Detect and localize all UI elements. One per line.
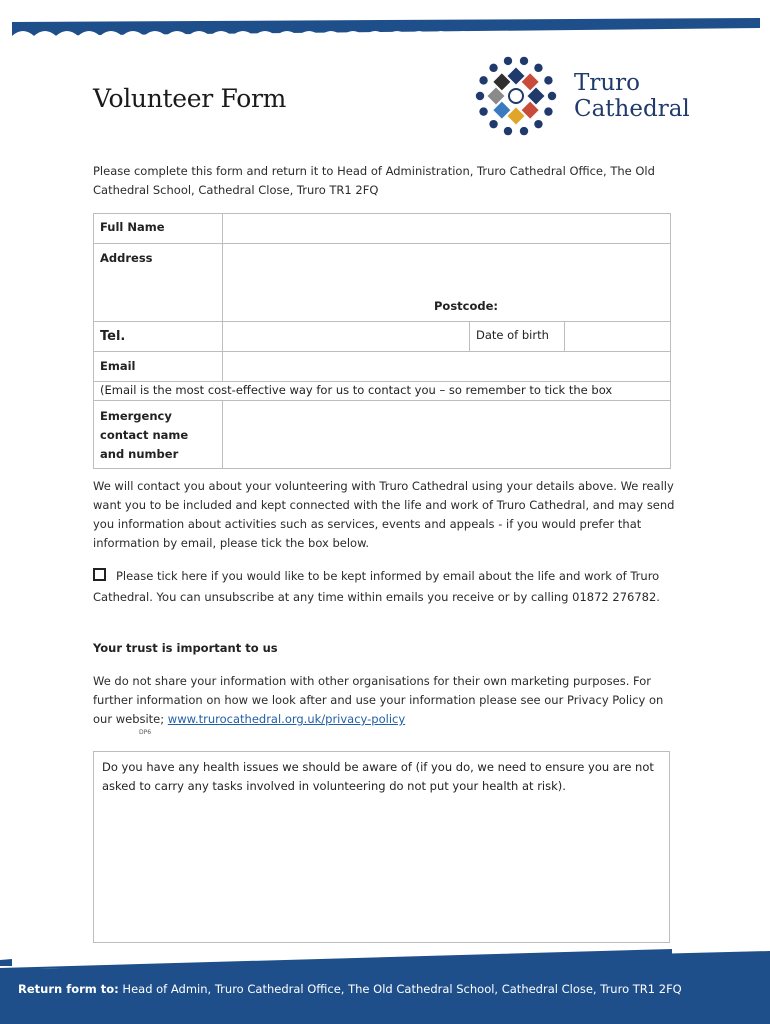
address-field[interactable] (223, 244, 671, 322)
rose-outer-dot (489, 120, 497, 128)
email-note: (Email is the most cost-effective way for us to contact you – so remember to tick the box (94, 382, 671, 401)
rose-outer-dot (489, 64, 497, 72)
cathedral-rose-window-icon (474, 54, 566, 138)
email-consent-checkbox[interactable] (93, 568, 106, 581)
contact-paragraph: We will contact you about your volunteering with Truro Cathedral using your details above. We really want you to be included and kept connected with the life and work of Truro Cathedral, and may send you information about activities such as services, events and appeals - if you would prefer that information by email, please tick the box below. (93, 479, 675, 550)
emergency-contact-field[interactable] (223, 401, 671, 469)
rose-outer-dot (544, 107, 552, 115)
rose-outer-dot (520, 127, 528, 135)
rose-outer-dot (520, 57, 528, 65)
consent-section (93, 566, 683, 608)
health-prompt: Do you have any health issues we should be aware of (if you do, we need to ensure you are not asked to carry any tasks involved in volunteering do not put your health at risk). (102, 760, 654, 793)
tel-label: Tel. (94, 322, 223, 352)
trust-paragraph (93, 672, 683, 729)
rose-outer-dot (548, 92, 556, 100)
tel-field[interactable] (223, 322, 470, 352)
rose-outer-dot (504, 57, 512, 65)
rose-outer-dot (479, 76, 487, 84)
dob-field[interactable] (565, 322, 671, 352)
page-title: Volunteer Form (93, 84, 287, 113)
rose-outer-dot (534, 64, 542, 72)
rose-outer-dot (479, 107, 487, 115)
rose-outer-dot (544, 76, 552, 84)
emergency-contact-label: Emergency contact name and number (94, 401, 223, 469)
trust-heading: Your trust is important to us (93, 641, 278, 655)
full-name-field[interactable] (223, 214, 671, 244)
rose-outer-dot (534, 120, 542, 128)
privacy-policy-link[interactable]: www.trurocathedral.org.uk/privacy-policy (167, 712, 406, 726)
rose-center (509, 89, 523, 103)
postcode-label: Postcode: (434, 299, 499, 313)
logo-text-line2: Cathedral (574, 96, 690, 122)
logo-text-line1: Truro (574, 70, 640, 96)
truro-cathedral-logo (474, 54, 704, 138)
footer-return-address (18, 982, 682, 996)
full-name-label: Full Name (94, 214, 223, 244)
address-label: Address (94, 244, 223, 322)
rose-outer-dot (476, 92, 484, 100)
logo-wordmark (574, 70, 690, 122)
footer-label: Return form to: (18, 982, 119, 996)
document-code: DP6 (139, 729, 152, 736)
health-issues-box[interactable] (93, 751, 670, 943)
intro-paragraph: Please complete this form and return it to Head of Administration, Truro Cathedral Office, The Old Cathedral School, Cathedral Close, Truro TR1 2FQ (93, 164, 655, 197)
rose-outer-dot (504, 127, 512, 135)
consent-text: Please tick here if you would like to be kept informed by email about the life and work of Truro Cathedral. You can unsubscribe at any time within emails you receive or by calling 01872 276782. (93, 569, 660, 604)
dob-label: Date of birth (470, 322, 565, 352)
footer-address: Head of Admin, Truro Cathedral Office, The Old Cathedral School, Cathedral Close, Truro TR1 2FQ (122, 982, 682, 996)
top-decorative-band (0, 0, 770, 50)
email-label: Email (94, 352, 223, 382)
email-field[interactable] (223, 352, 671, 382)
trust-text: We do not share your information with other organisations for their own marketing purposes. For further information on how we look after and use your information please see our Privacy Policy on our website; (93, 674, 664, 726)
volunteer-details-table (93, 213, 671, 469)
